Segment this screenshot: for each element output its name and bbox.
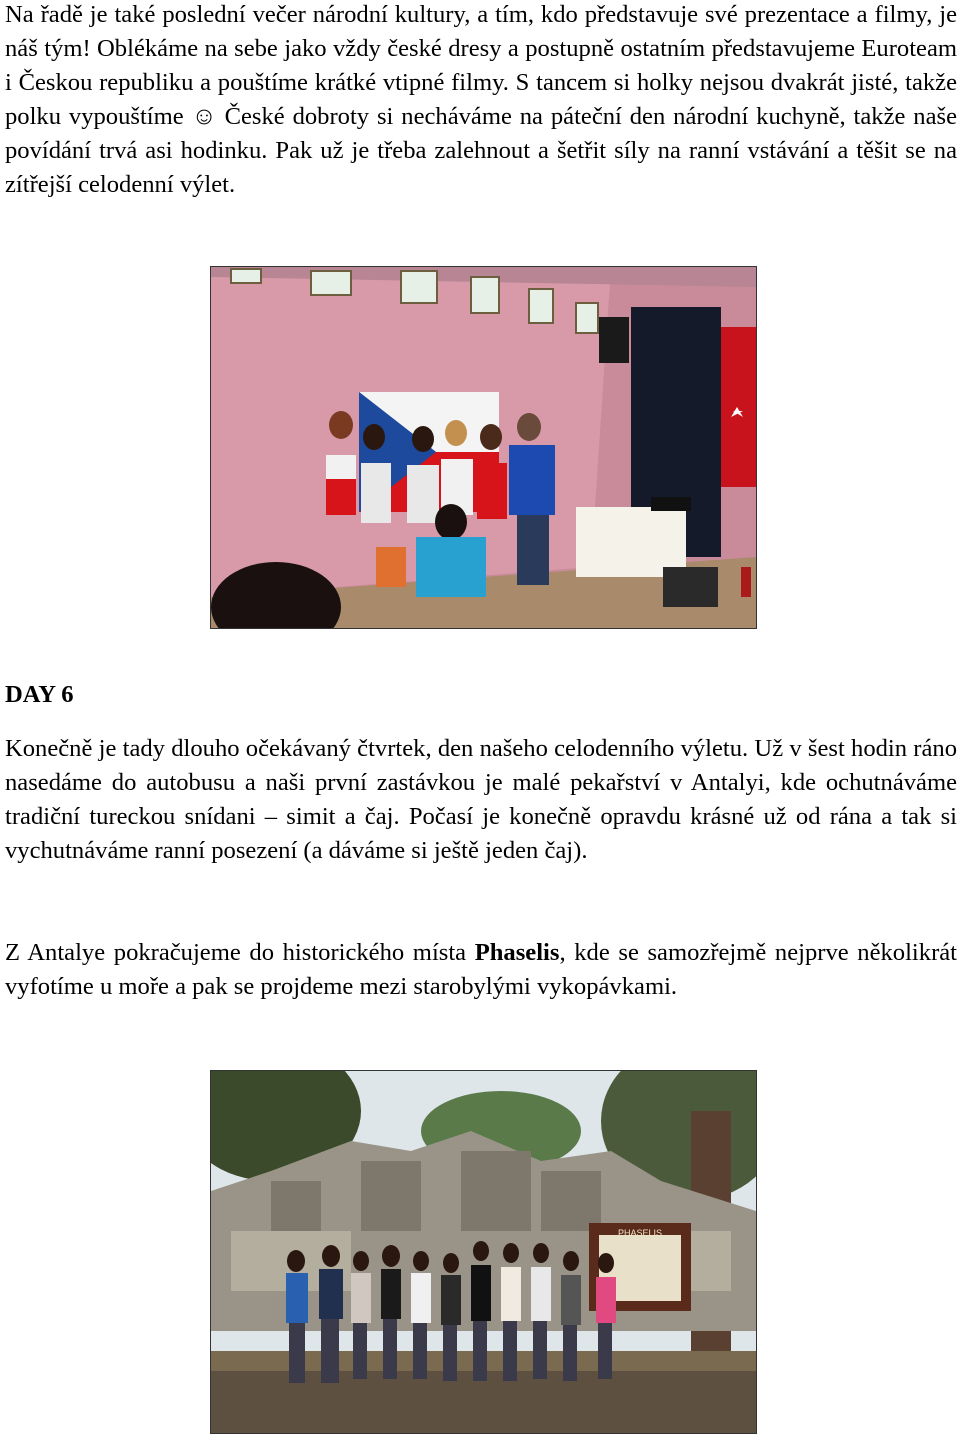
paragraph-phaselis: [5, 936, 957, 1004]
smiley-icon: ☺: [191, 103, 217, 130]
photo-culture-evening: [210, 266, 757, 629]
paragraph-day-6-intro: Konečně je tady dlouho očekávaný čtvrtek, den našeho celodenního výletu. Už v šest hodin ráno nasedáme do autobusu a naši první zastávkou je malé pekařství v Antalyi, kde ochutnáváme tradiční tureckou snídani – simit a čaj. Počasí je konečně opravdu krásné už od rána a tak si vychutnáváme ranní posezení (a dáváme si ještě jeden čaj).: [5, 735, 957, 864]
paragraph-1-text-b: České dobroty si necháváme na páteční den národní kuchyně, takže naše povídání trvá asi hodinku. Pak už je třeba zalehnout a šetřit síly na ranní vstávání a těšit se na zítřejší celodenní výlet.: [5, 103, 957, 198]
paragraph-3-text-b: , kde se samozřejmě nejprve několikrát vyfotíme u moře a pak se projdeme mezi starobylými vykopávkami.: [5, 939, 958, 1000]
phaselis-group-photo-illustration: [211, 1071, 756, 1433]
culture-evening-photo-illustration: [211, 267, 756, 628]
photo-phaselis-group: [210, 1070, 757, 1434]
place-name-phaselis: Phaselis: [474, 939, 560, 966]
paragraph-culture-evening: [5, 0, 957, 202]
phaselis-sign-text: PHASELIS: [617, 1228, 663, 1238]
paragraph-3-text-a: Z Antalye pokračujeme do historického místa: [5, 939, 467, 966]
section-heading-day-6: DAY 6: [5, 681, 74, 708]
paragraph-1-text-a: Na řadě je také poslední večer národní kultury, a tím, kdo představuje své prezentace a filmy, je náš tým! Oblékáme na sebe jako vždy české dresy a postupně ostatním představujeme Euroteam i Českou republiku a pouštíme krátké vtipné filmy. S tancem si holky nejsou dvakrát jisté, takže polku vypouštíme: [5, 1, 957, 130]
